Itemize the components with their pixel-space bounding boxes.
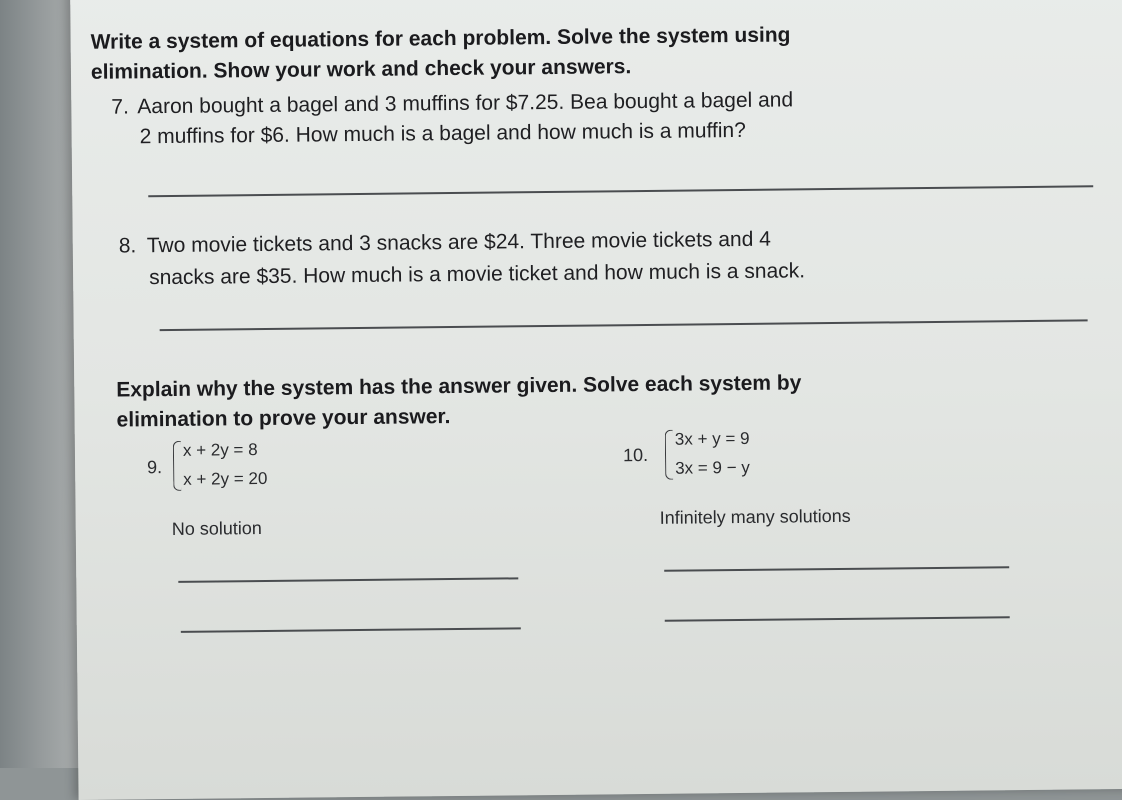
section1-instructions-line1: Write a system of equations for each problem. Solve the system using	[90, 23, 791, 54]
system-10-equation2: 3x = 9 − y	[675, 457, 750, 478]
system-10-answer-line2[interactable]	[665, 616, 1010, 621]
system-9-answer-line2[interactable]	[181, 627, 521, 632]
problem-7-text-line1: Aaron bought a bagel and 3 muffins for $7.25. Bea bought a bagel and	[137, 88, 794, 119]
desk-background	[0, 0, 78, 768]
problem-8-text-line2: snacks are $35. How much is a movie ticket and how much is a snack.	[149, 259, 806, 290]
problem-8-text-line1: Two movie tickets and 3 snacks are $24. Three movie tickets and 4	[146, 227, 771, 258]
system-10-equation1: 3x + y = 9	[674, 428, 750, 449]
problem-8-number: 8.	[118, 234, 137, 258]
problem-7-answer-line[interactable]	[148, 185, 1093, 197]
system-10-number: 10.	[622, 444, 649, 466]
system-9-equation1: x + 2y = 8	[182, 440, 258, 460]
system-10-given-answer: Infinitely many solutions	[659, 505, 851, 528]
system-10-brace	[665, 430, 674, 480]
system-9-number: 9.	[147, 457, 163, 478]
system-9-equation2: x + 2y = 20	[183, 468, 268, 489]
problem-8-answer-line[interactable]	[160, 319, 1088, 331]
system-10-answer-line1[interactable]	[664, 566, 1009, 571]
system-9-answer-line1[interactable]	[178, 577, 518, 582]
system-9-brace	[173, 441, 182, 491]
section1-instructions-line2: elimination. Show your work and check your answers.	[90, 55, 632, 84]
section2-instructions-line1: Explain why the system has the answer given. Solve each system by	[116, 371, 802, 402]
problem-7-number: 7.	[111, 95, 129, 119]
problem-7-text-line2: 2 muffins for $6. How much is a bagel and how much is a muffin?	[139, 118, 746, 149]
system-9-given-answer: No solution	[171, 518, 262, 539]
section2-instructions-line2: elimination to prove your answer.	[116, 405, 451, 432]
worksheet-page	[70, 0, 1122, 800]
